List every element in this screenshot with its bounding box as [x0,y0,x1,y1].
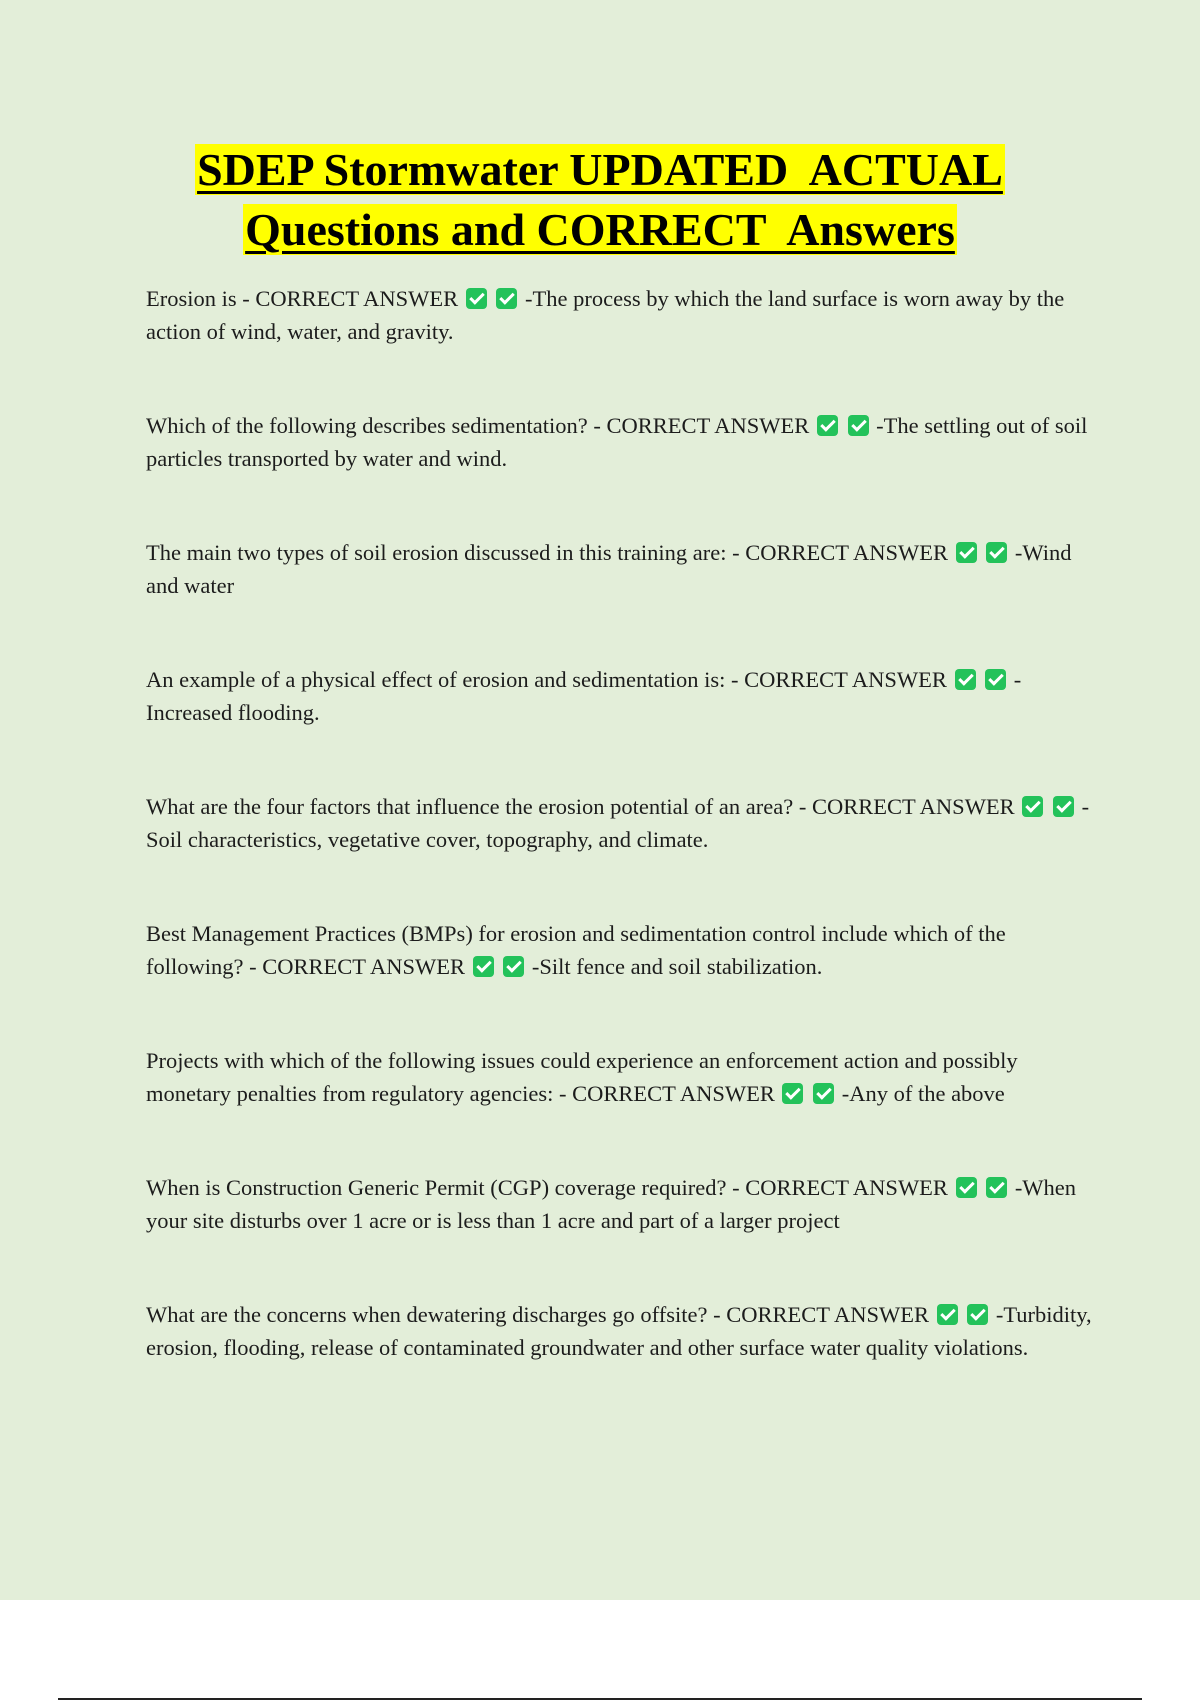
correct-answer-label: CORRECT ANSWER [811,794,1015,819]
qa-item [146,1044,1096,1110]
check-mark-icon [955,669,976,690]
check-mark-icon [496,288,517,309]
check-mark-icon [986,542,1007,563]
answer-text: -Turbidity, erosion, flooding, release of contaminated groundwater and other surface water quality violations. [146,1302,1092,1360]
check-mark-icon [466,288,487,309]
check-mark-icon [503,956,524,977]
question-text: What are the concerns when dewatering discharges go offsite? - [146,1302,727,1327]
check-mark-icon [986,1177,1007,1198]
qa-list [146,282,1096,1364]
correct-answer-label: CORRECT ANSWER [745,1175,948,1200]
qa-item [146,790,1096,856]
question-text: Projects with which of the following issues could experience an enforcement action and possibly monetary penalties from regulatory agencies: - [146,1048,1018,1106]
question-text: The main two types of soil erosion discussed in this training are: - [146,540,746,565]
qa-item [146,663,1096,729]
answer-text: -Any of the above [836,1081,1005,1106]
check-mark-icon [813,1083,834,1104]
correct-answer-label: CORRECT ANSWER [262,954,465,979]
page-title [0,140,1200,260]
answer-text: -The settling out of soil particles transported by water and wind. [146,413,1088,471]
check-mark-icon [1053,796,1074,817]
check-mark-icon [956,1177,977,1198]
check-mark-icon [985,669,1006,690]
answer-text: -Wind and water [146,540,1072,598]
check-mark-icon [967,1304,988,1325]
title-line-1: SDEP Stormwater UPDATED ACTUAL [197,144,1003,195]
question-text: When is Construction Generic Permit (CGP) coverage required? - [146,1175,746,1200]
qa-item [146,1171,1096,1237]
answer-text: -Soil characteristics, vegetative cover, topography, and climate. [146,794,1090,852]
qa-item [146,917,1096,983]
check-mark-icon [956,542,977,563]
answer-text: -The process by which the land surface is worn away by the action of wind, water, and gravity. [146,286,1065,344]
correct-answer-label: CORRECT ANSWER [606,413,810,438]
check-mark-icon [817,415,838,436]
correct-answer-label: CORRECT ANSWER [726,1302,929,1327]
question-text: Best Management Practices (BMPs) for erosion and sedimentation control include which of the following? - [146,921,1006,979]
question-text: Erosion is - [146,286,256,311]
title-line-2: Questions and CORRECT Answers [245,204,955,255]
check-mark-icon [937,1304,958,1325]
answer-text: -When your site disturbs over 1 acre or is less than 1 acre and part of a larger project [146,1175,1077,1233]
question-text: Which of the following describes sedimentation? - [146,413,607,438]
correct-answer-label: CORRECT ANSWER [745,540,949,565]
qa-item [146,282,1096,348]
correct-answer-label: CORRECT ANSWER [744,667,947,692]
check-mark-icon [1022,796,1043,817]
answer-text: -Increased flooding. [146,667,1022,725]
question-text: An example of a physical effect of erosion and sedimentation is: - [146,667,745,692]
check-mark-icon [782,1083,803,1104]
check-mark-icon [473,956,494,977]
qa-item [146,536,1096,602]
check-mark-icon [848,415,869,436]
question-text: What are the four factors that influence the erosion potential of an area? - [146,794,812,819]
answer-text: -Silt fence and soil stabilization. [526,954,823,979]
correct-answer-label: CORRECT ANSWER [255,286,459,311]
qa-item [146,1298,1096,1364]
qa-item [146,409,1096,475]
correct-answer-label: CORRECT ANSWER [572,1081,775,1106]
